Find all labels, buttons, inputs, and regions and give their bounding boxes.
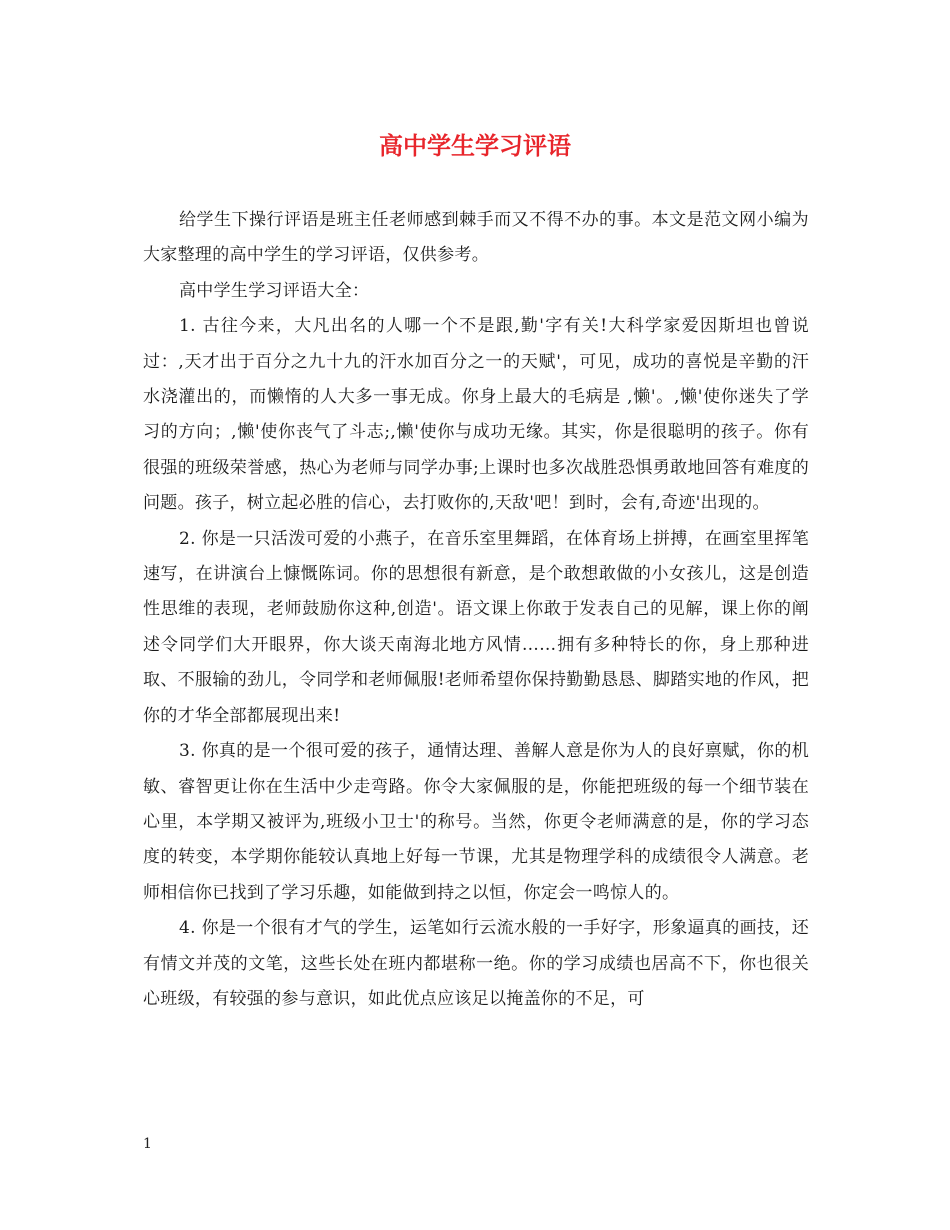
comment-paragraph-3: 3. 你真的是一个很可爱的孩子，通情达理、善解人意是你为人的良好禀赋，你的机敏、睿智更让你在生活中少走弯路。你令大家佩服的是，你能把班级的每一个细节装在心里，本学期又被评为,班级小卫士'的称号。当然，你更令老师满意的是，你的学习态度的转变，本学期你能较认真地上好每一节课，尤其是物理学科的成绩很令人满意。老师相信你已找到了学习乐趣，如能做到持之以恒，你定会一鸣惊人的。	[143, 741, 809, 903]
page-number: 1	[143, 1136, 152, 1152]
section-heading-paragraph: 高中学生学习评语大全：	[179, 280, 370, 301]
comment-paragraph-2: 2. 你是一只活泼可爱的小燕子，在音乐室里舞蹈，在体育场上拼搏，在画室里挥笔速写，在讲演台上慷慨陈词。你的思想很有新意，是个敢想敢做的小女孩儿，这是创造性思维的表现，老师鼓励你这种,创造'。语文课上你敢于发表自己的见解，课上你的阐述令同学们大开眼界，你大谈天南海北地方风情……拥有多种特长的你，身上那种进取、不服输的劲儿，令同学和老师佩服!老师希望你保持勤勤恳恳、脚踏实地的作风，把你的才华全部都展现出来!	[143, 528, 809, 726]
comment-paragraph-1: 1. 古往今来，大凡出名的人哪一个不是跟,勤'字有关!大科学家爱因斯坦也曾说过：,天才出于百分之九十九的汗水加百分之一的天赋'，可见，成功的喜悦是辛勤的汗水浇灌出的，而懒惰的人大多一事无成。你身上最大的毛病是 ,懒'。,懒'使你迷失了学习的方向；,懒'使你丧气了斗志;,懒'使你与成功无缘。其实，你是很聪明的孩子。你有很强的班级荣誉感，热心为老师与同学办事;上课时也多次战胜恐惧勇敢地回答有难度的问题。孩子，树立起必胜的信心，去打败你的,天敌'吧！到时，会有,奇迹'出现的。	[143, 316, 809, 514]
document-body	[143, 203, 809, 1017]
document-title: 高中学生学习评语	[379, 132, 571, 160]
comment-paragraph-4: 4. 你是一个很有才气的学生，运笔如行云流水般的一手好字，形象逼真的画技，还有情文并茂的文笔，这些长处在班内都堪称一绝。你的学习成绩也居高不下，你也很关心班级，有较强的参与意识，如此优点应该足以掩盖你的不足，可	[143, 918, 809, 1009]
intro-paragraph: 给学生下操行评语是班主任老师感到棘手而又不得不办的事。本文是范文网小编为大家整理的高中学生的学习评语，仅供参考。	[143, 210, 809, 266]
